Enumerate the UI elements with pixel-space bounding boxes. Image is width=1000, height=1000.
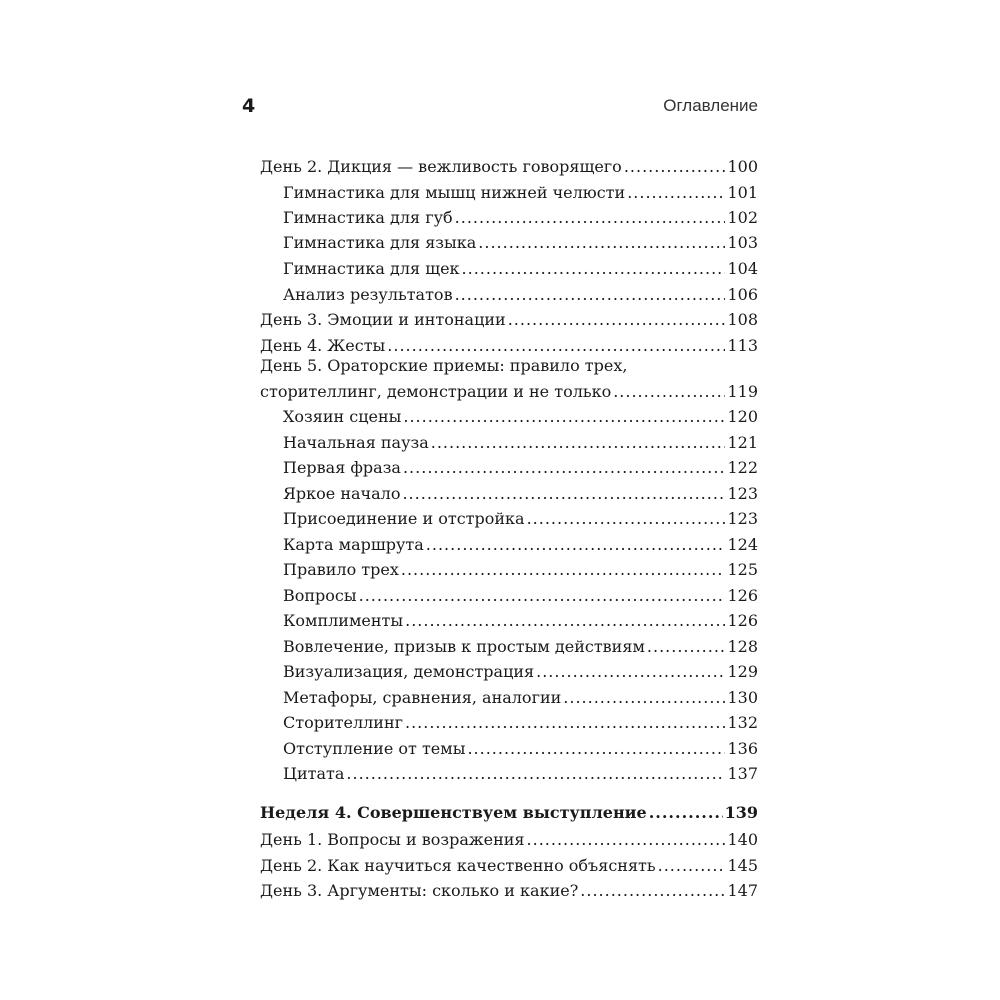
page-number: 4 <box>242 95 256 117</box>
toc-leader-dots <box>508 307 726 333</box>
running-title: Оглавление <box>663 96 758 115</box>
toc-entry-title: Вовлечение, призыв к простым действиям <box>283 637 645 656</box>
toc-entry-page: 126 <box>727 586 758 605</box>
toc-entry-page: 122 <box>727 458 758 477</box>
toc-entry-title: Визуализация, демонстрация <box>283 662 535 681</box>
toc-entry-page: 136 <box>727 739 758 758</box>
toc-entry-title: День 2. Как научиться качественно объяснять <box>260 856 656 875</box>
toc-entry-title: Карта маршрута <box>283 535 424 554</box>
toc-entry-page: 126 <box>727 611 758 630</box>
toc-entry-title: Правило трех <box>283 560 399 579</box>
toc-entry-title: Гимнастика для мышц нижней челюсти <box>283 183 626 202</box>
toc-entry-title-line1: День 5. Ораторские приемы: правило трех, <box>260 356 628 375</box>
toc-entry <box>283 430 758 456</box>
toc-entry-title: Хозяин сцены <box>283 407 402 426</box>
toc-entry-title: День 3. Эмоции и интонации <box>260 310 506 329</box>
toc-entry <box>260 154 758 180</box>
toc-leader-dots <box>536 659 725 685</box>
toc-leader-dots <box>431 430 726 456</box>
toc-entry <box>283 180 758 206</box>
toc-entry <box>283 583 758 609</box>
toc-entry-page: 100 <box>727 157 758 176</box>
toc-entry <box>283 481 758 507</box>
toc-entry-page: 104 <box>727 259 758 278</box>
toc-entry-title: День 2. Дикция — вежливость говорящего <box>260 157 622 176</box>
toc-entry-page: 140 <box>727 830 758 849</box>
toc-leader-dots <box>401 557 726 583</box>
toc-entry-page: 120 <box>727 407 758 426</box>
toc-entry-title: Сторителлинг <box>283 713 403 732</box>
toc-leader-dots <box>467 736 725 762</box>
toc-entry-title: Цитата <box>283 764 345 783</box>
toc-leader-dots <box>627 180 725 206</box>
toc-leader-dots <box>403 404 725 430</box>
toc-entry-page: 129 <box>727 662 758 681</box>
toc-entry-title: День 1. Вопросы и возражения <box>260 830 525 849</box>
toc-entry-title: Метафоры, сравнения, аналогии <box>283 688 562 707</box>
toc-leader-dots <box>563 685 725 711</box>
toc-entry <box>283 282 758 308</box>
toc-entry-title: Присоединение и отстройка <box>283 509 525 528</box>
toc-entry <box>260 356 758 405</box>
toc-leader-dots <box>426 532 726 558</box>
toc-leader-dots <box>346 761 725 787</box>
toc-entry-title: Анализ результатов <box>283 285 453 304</box>
toc-leader-dots <box>359 583 726 609</box>
toc-entry-title: Вопросы <box>283 586 357 605</box>
toc-entry <box>260 878 758 904</box>
toc-leader-dots <box>403 455 725 481</box>
toc-entry-title: День 3. Аргументы: сколько и какие? <box>260 881 579 900</box>
toc-entry-page: 132 <box>727 713 758 732</box>
toc-entry-title: Начальная пауза <box>283 433 429 452</box>
toc-entry-title: Отступление от темы <box>283 739 466 758</box>
toc-entry-title: сторителлинг, демонстрации и не только <box>260 382 612 401</box>
toc-entry-page: 123 <box>727 509 758 528</box>
toc-entry <box>283 455 758 481</box>
toc-entry-page: 108 <box>727 310 758 329</box>
toc-entry-page: 113 <box>727 336 758 355</box>
toc-entry <box>283 761 758 787</box>
toc-leader-dots <box>455 205 726 231</box>
toc-entry <box>260 827 758 853</box>
toc-entry-title: Первая фраза <box>283 458 401 477</box>
toc-entry <box>283 404 758 430</box>
toc-entry-page: 128 <box>727 637 758 656</box>
toc-entry <box>260 853 758 879</box>
toc-entry-page: 121 <box>727 433 758 452</box>
toc-leader-dots <box>624 154 726 180</box>
toc-entry-page: 123 <box>727 484 758 503</box>
toc-leader-dots <box>455 282 726 308</box>
toc-entry <box>283 256 758 282</box>
toc-entry <box>283 659 758 685</box>
toc-entry-title: Гимнастика для щек <box>283 259 460 278</box>
toc-entry-page: 106 <box>727 285 758 304</box>
toc-entry <box>283 506 758 532</box>
toc-leader-dots <box>658 853 726 879</box>
toc-entry-page: 139 <box>724 803 758 822</box>
toc-leader-dots <box>613 379 725 405</box>
toc-leader-dots <box>527 506 726 532</box>
toc-entry-page: 119 <box>727 382 758 401</box>
toc-leader-dots <box>647 634 726 660</box>
toc-leader-dots <box>405 710 725 736</box>
toc-leader-dots <box>478 230 725 256</box>
toc-entry-title: Яркое начало <box>283 484 401 503</box>
toc-entry <box>283 634 758 660</box>
toc-entry-title: День 4. Жесты <box>260 336 386 355</box>
toc-leader-dots <box>405 608 725 634</box>
toc-entry-title: Гимнастика для языка <box>283 233 477 252</box>
toc-entry-title: Неделя 4. Совершенствуем выступление <box>260 803 647 822</box>
toc-entry-page: 125 <box>727 560 758 579</box>
toc-entry-title: Комплименты <box>283 611 404 630</box>
toc-leader-dots <box>527 827 726 853</box>
toc-entry <box>283 736 758 762</box>
toc-leader-dots <box>402 481 725 507</box>
toc-leader-dots <box>462 256 726 282</box>
toc-entry-page: 145 <box>727 856 758 875</box>
toc-entry-page: 147 <box>727 881 758 900</box>
toc-entry <box>283 608 758 634</box>
table-of-contents <box>260 0 758 1000</box>
toc-entry <box>283 532 758 558</box>
toc-week-heading <box>260 800 758 826</box>
toc-entry <box>260 307 758 333</box>
toc-entry-page: 101 <box>727 183 758 202</box>
toc-entry <box>283 230 758 256</box>
toc-entry-title: Гимнастика для губ <box>283 208 453 227</box>
toc-entry-page: 130 <box>727 688 758 707</box>
toc-entry-page: 124 <box>727 535 758 554</box>
toc-entry <box>283 205 758 231</box>
toc-leader-dots <box>649 800 723 826</box>
toc-entry <box>283 710 758 736</box>
toc-entry <box>283 685 758 711</box>
toc-entry-page: 103 <box>727 233 758 252</box>
toc-entry-page: 102 <box>727 208 758 227</box>
toc-entry <box>283 557 758 583</box>
toc-leader-dots <box>580 878 725 904</box>
toc-entry-page: 137 <box>727 764 758 783</box>
